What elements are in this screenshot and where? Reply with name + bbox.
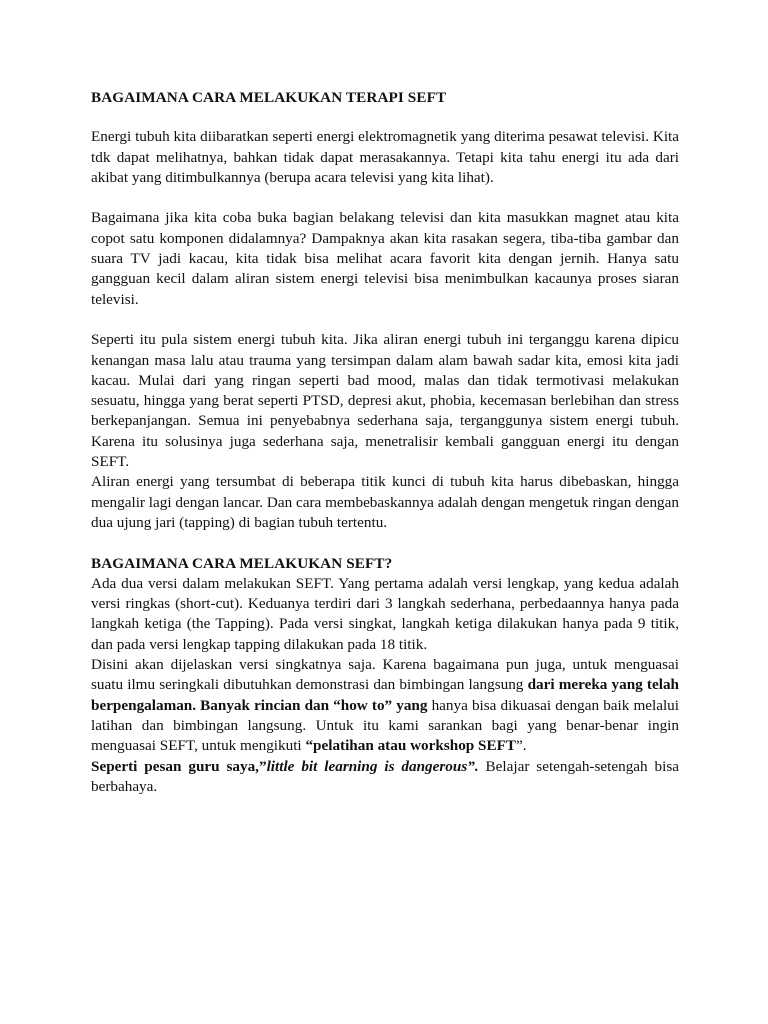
- bold-italic-quote: little bit learning is dangerous”.: [266, 757, 479, 775]
- bold-text-span: Seperti pesan guru saya,”: [91, 757, 267, 775]
- text-span: ”.: [516, 737, 527, 755]
- paragraph-dua-versi: Ada dua versi dalam melakukan SEFT. Yang pertama adalah versi lengkap, yang kedua adalah versi ringkas (short-cut). Keduanya terdiri dari 3 langkah sederhana, perbedaannya hanya pada langkah ketiga (the Tapping). Pada versi singkat, langkah ketiga dilakukan hanya pada 9 titik, dan pada versi lengkap tapping dilakukan pada 18 titik.: [91, 574, 679, 653]
- paragraph-gap: [91, 310, 679, 330]
- text-span: Belajar setengah-setengah bisa berbahaya.: [91, 757, 679, 795]
- paragraph-gap: [91, 188, 679, 208]
- text-span: hanya bisa dikuasai dengan baik melalui latihan dan bimbingan langsung. Untuk itu kami sarankan bagi yang benar-benar ingin menguasai SEFT, untuk mengikuti: [91, 696, 679, 755]
- paragraph-televisi: Bagaimana jika kita coba buka bagian belakang televisi dan kita masukkan magnet atau kita copot satu komponen didalamnya? Dampaknya akan kita rasakan segera, tiba-tiba gambar dan suara TV jadi kacau, kita tidak bisa melihat acara favorit kita dengan jernih. Hanya satu gangguan kecil dalam aliran sistem energi televisi bisa menimbulkan kacaunya proses siaran televisi.: [91, 209, 679, 308]
- bold-text-span: “pelatihan atau workshop SEFT: [305, 737, 517, 755]
- paragraph-aliran-energi: Aliran energi yang tersumbat di beberapa titik kunci di tubuh kita harus dibebaskan, hingga mengalir lagi dengan lancar. Dan cara membebaskannya adalah dengan mengetuk ringan dengan dua ujung jari (tapping) di bagian tubuh tertentu.: [91, 473, 679, 531]
- paragraph-pesan-guru: [91, 757, 679, 798]
- text-span: Disini akan dijelaskan versi singkatnya saja. Karena bagaimana pun juga, untuk menguasai suatu ilmu seringkali dibutuhkan demonstrasi dan bimbingan langsung: [91, 656, 679, 694]
- paragraph-gap: [91, 533, 679, 553]
- heading-terapi-seft: BAGAIMANA CARA MELAKUKAN TERAPI SEFT: [91, 89, 447, 106]
- heading-cara-seft: BAGAIMANA CARA MELAKUKAN SEFT?: [91, 554, 393, 572]
- paragraph-sistem-energi: Seperti itu pula sistem energi tubuh kita. Jika aliran energi tubuh ini terganggu karena dipicu kenangan masa lalu atau trauma yang tersimpan dalam alam bawah sadar kita, emosi kita jadi kacau. Mulai dari yang ringan seperti bad mood, malas dan tidak termotivasi melakukan sesuatu, hingga yang berat seperti PTSD, depresi akut, phobia, kecemasan berlebihan dan stress berkepanjangan. Semua ini penyebabnya sederhana saja, terganggunya sistem energi tubuh. Karena itu solusinya juga sederhana saja, menetralisir kembali gangguan energi itu dengan SEFT.: [91, 331, 679, 471]
- document-page: [91, 88, 679, 797]
- paragraph-versi-singkat: [91, 655, 679, 756]
- bold-text-span: dari mereka yang telah berpengalaman. Banyak rincian dan “how to” yang: [91, 676, 679, 714]
- paragraph-energi-tubuh: Energi tubuh kita diibaratkan seperti energi elektromagnetik yang diterima pesawat televisi. Kita tdk dapat melihatnya, bahkan tidak dapat merasakannya. Tetapi kita tahu energi itu ada dari akibat yang ditimbulkannya (berupa acara televisi yang kita lihat).: [91, 128, 679, 186]
